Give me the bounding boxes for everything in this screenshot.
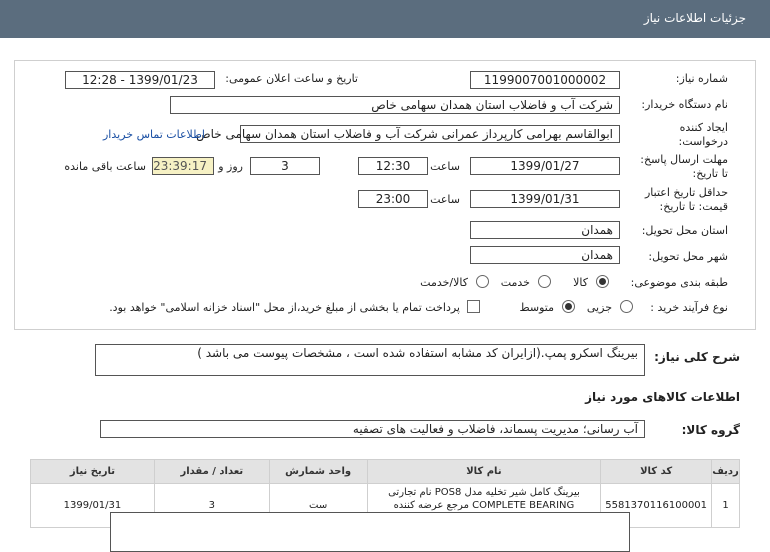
days-field: 3 (250, 157, 320, 175)
table-header-row (31, 460, 740, 484)
process-radio-minor[interactable] (620, 300, 633, 313)
goods-info-title: اطلاعات کالاهای مورد نیاز (585, 390, 740, 404)
need-number-label: شماره نیاز: (675, 72, 728, 85)
description-label: شرح کلی نیاز: (654, 350, 740, 364)
goods-group-field: آب رسانی؛ مدیریت پسماند، فاضلاب و فعالیت های تصفیه (100, 420, 645, 438)
goods-group-label: گروه کالا: (681, 423, 740, 437)
col-goods-name: نام کالا (367, 460, 601, 484)
description-field: بیرینگ اسکرو پمپ.(ازایران کد مشابه استفاده شده است ، مشخصات پیوست می باشد ) (95, 344, 645, 376)
deadline-time-field: 12:30 (358, 157, 428, 175)
process-radio-medium[interactable] (562, 300, 575, 313)
col-need-date: تاریخ نیاز (31, 460, 155, 484)
category-option-service: خدمت (500, 276, 530, 289)
deadline-label-1: مهلت ارسال پاسخ: (640, 153, 728, 166)
deadline-date-field: 1399/01/27 (470, 157, 620, 175)
days-label: روز و (218, 160, 243, 173)
col-unit: واحد شمارش (269, 460, 367, 484)
buyer-contact-link[interactable]: اطلاعات تماس خریدار (103, 128, 205, 141)
validity-label-2: قیمت: تا تاریخ: (659, 200, 728, 213)
city-field: همدان (470, 246, 620, 264)
remaining-time-label: ساعت باقی مانده (64, 160, 146, 173)
process-option-medium: متوسط (519, 301, 554, 314)
col-quantity: تعداد / مقدار (154, 460, 269, 484)
creator-label-2: درخواست: (678, 135, 728, 148)
announce-date-label: تاریخ و ساعت اعلان عمومی: (225, 72, 358, 85)
process-option-minor: جزیی (586, 301, 612, 314)
cell-need-date: 1399/01/31 (31, 484, 155, 528)
category-option-goods: کالا (573, 276, 588, 289)
announce-date-field: 1399/01/23 - 12:28 (65, 71, 215, 89)
validity-time-label: ساعت (430, 193, 460, 206)
creator-field: ابوالقاسم بهرامی کارپرداز عمرانی شرکت آب و فاضلاب استان همدان سهامی خاص (240, 125, 620, 143)
deadline-label-2: تا تاریخ: (692, 167, 728, 180)
validity-time-field: 23:00 (358, 190, 428, 208)
deadline-time-label: ساعت (430, 160, 460, 173)
cell-goods-code: 5581370116100001 (601, 484, 712, 528)
need-number-field: 1199007001000002 (470, 71, 620, 89)
city-label: شهر محل تحویل: (648, 250, 728, 263)
remaining-time-field: 23:39:17 (152, 157, 214, 175)
cell-unit: ست (269, 484, 367, 528)
category-radio-service[interactable] (538, 275, 551, 288)
validity-date-field: 1399/01/31 (470, 190, 620, 208)
cell-row-number: 1 (712, 484, 740, 528)
cell-quantity: 3 (154, 484, 269, 528)
page-header (0, 0, 770, 38)
page-title: جزئیات اطلاعات نیاز (643, 11, 746, 25)
buyer-field: شرکت آب و فاضلاب استان همدان سهامی خاص (170, 96, 620, 114)
category-label: طبقه بندی موضوعی: (630, 276, 728, 289)
creator-label-1: ایجاد کننده (679, 121, 728, 134)
treasury-payment-note: پرداخت تمام یا بخشی از مبلغ خرید،از محل "اسناد خزانه اسلامی" خواهد بود. (109, 301, 460, 314)
col-row-number: ردیف (712, 460, 740, 484)
category-radio-goods-service[interactable] (476, 275, 489, 288)
province-label: استان محل تحویل: (641, 224, 728, 237)
category-radio-goods[interactable] (596, 275, 609, 288)
treasury-payment-checkbox[interactable] (467, 300, 480, 313)
province-field: همدان (470, 221, 620, 239)
validity-label-1: حداقل تاریخ اعتبار (644, 186, 728, 199)
process-label: نوع فرآیند خرید : (650, 301, 728, 314)
cell-goods-name: بیرینگ کامل شیر تخلیه مدل POS8 نام تجارتی COMPLETE BEARING مرجع عرضه کننده (367, 484, 601, 528)
buyer-label: نام دستگاه خریدار: (641, 98, 728, 111)
notes-box (110, 512, 630, 552)
category-option-goods-service: کالا/خدمت (420, 276, 468, 289)
col-goods-code: کد کالا (601, 460, 712, 484)
